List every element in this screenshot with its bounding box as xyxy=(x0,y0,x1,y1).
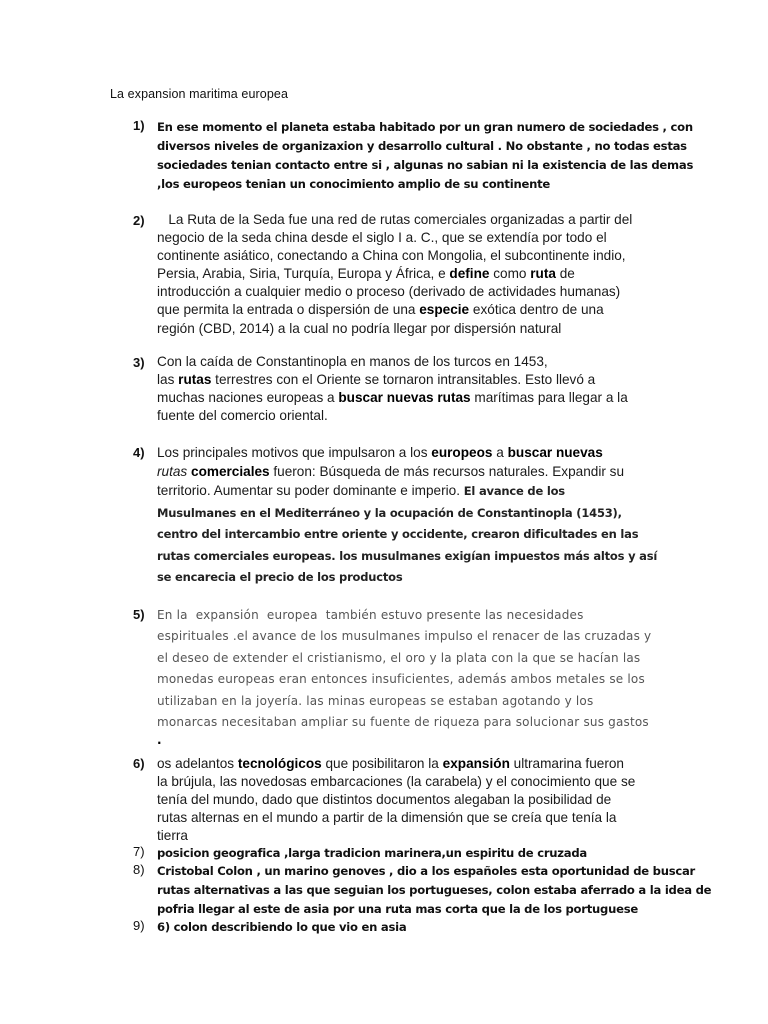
text-line: Cristobal Colon , un marino genoves , dio a los españoles esta oportunidad de buscar xyxy=(157,864,696,878)
text-line: ,los europeos tenian un conocimiento amplio de su continente xyxy=(157,177,550,191)
item-number: 7) xyxy=(133,844,145,859)
document-title: La expansion maritima europea xyxy=(110,87,289,101)
text-line: continente asiático, conectando a China con Mongolia, el subcontinente indio, xyxy=(157,248,626,264)
text-line: . xyxy=(157,733,162,748)
keyword: ruta xyxy=(530,266,556,282)
text-line: el deseo de extender el cristianismo, el oro y la plata con la que se hacían las xyxy=(157,650,641,665)
text-line xyxy=(157,755,667,773)
item-text xyxy=(157,918,667,937)
text-line: rutas alternas en el mundo a partir de la dimensión que se creía que tenía la xyxy=(157,810,617,826)
keyword: tecnológicos xyxy=(237,756,322,771)
text-line: se encarecia el precio de los productos xyxy=(157,570,403,584)
text-line: diversos niveles de organizaxion y desarrollo cultural . No obstante , no todas estas xyxy=(157,139,687,153)
keyword: especie xyxy=(419,302,470,318)
text-segment: a xyxy=(492,445,508,460)
text-line: centro del intercambio entre oriente y occidente, crearon dificultades en las xyxy=(157,527,639,541)
text-segment: marítimas para llegar a la xyxy=(470,390,628,406)
text-line xyxy=(157,481,667,503)
text-segment: las xyxy=(157,372,179,388)
text-line: monedas europeas eran entonces insuficientes, además ambos metales se los xyxy=(157,672,645,687)
item-text xyxy=(157,605,667,747)
item-text xyxy=(157,862,712,919)
text-line xyxy=(157,371,667,389)
keyword: rutas xyxy=(178,372,212,388)
text-line: tierra xyxy=(157,828,188,844)
keyword: comerciales xyxy=(187,463,270,479)
text-line: utilizaban en la joyería. las minas europeas se estaban agotando y los xyxy=(157,693,594,708)
text-line: 6) colon describiendo lo que vio en asia xyxy=(157,920,407,934)
keyword: europeos xyxy=(431,445,493,460)
item-text xyxy=(157,211,667,338)
text-line: En ese momento el planeta estaba habitado por un gran numero de sociedades , con xyxy=(157,120,693,134)
text-line: Musulmanes en el Mediterráneo y la ocupación de Constantinopla (1453), xyxy=(157,505,622,520)
text-segment: territorio. Aumentar su poder dominante e imperio. xyxy=(157,483,464,498)
text-segment: terrestres con el Oriente se tornaron intransitables. Esto llevó a xyxy=(211,372,596,388)
item-number: 2) xyxy=(133,213,145,228)
item-text xyxy=(157,353,667,425)
text-line: región (CBD, 2014) a la cual no podría llegar por dispersión natural xyxy=(157,320,562,336)
text-line: posicion geografica ,larga tradicion marinera,un espiritu de cruzada xyxy=(157,846,587,860)
text-line: tenía del mundo, dado que distintos documentos alegaban la posibilidad de xyxy=(157,792,612,808)
text-segment: Persia, Arabia, Siria, Turquía, Europa y África, e xyxy=(157,266,450,282)
text-line: En la expansión europea también estuvo presente las necesidades xyxy=(157,608,584,622)
text-line: rutas alternativas a las que seguian los portugueses, colon estaba aferrado a la idea de xyxy=(157,883,712,897)
keyword: buscar nuevas rutas xyxy=(338,390,471,406)
italic-segment: rutas xyxy=(157,463,188,479)
text-line: La Ruta de la Seda fue una red de rutas comerciales organizadas a partir del xyxy=(157,212,633,227)
item-text xyxy=(157,444,667,589)
item-number: 5) xyxy=(133,607,145,622)
text-line: fuente del comercio oriental. xyxy=(157,408,328,424)
text-segment: os adelantos xyxy=(157,756,238,771)
text-line xyxy=(157,463,667,482)
text-line: rutas comerciales europeas. los musulmanes exigían impuestos más altos y así xyxy=(157,548,658,563)
item-text xyxy=(157,118,694,194)
text-line: monarcas necesitaban ampliar su fuente de riqueza para solucionar sus gastos xyxy=(157,715,649,730)
item-number: 3) xyxy=(133,355,145,370)
text-segment: que posibilitaron la xyxy=(321,756,443,771)
item-text xyxy=(157,844,667,863)
item-number: 4) xyxy=(133,445,145,460)
bold-segment: El avance de los xyxy=(463,484,565,498)
text-line: espirituales .el avance de los musulmanes impulso el renacer de las cruzadas y xyxy=(157,629,652,644)
item-number: 9) xyxy=(133,918,145,933)
item-number: 8) xyxy=(133,862,145,877)
text-line xyxy=(157,265,667,283)
text-line xyxy=(157,444,667,463)
item-number: 1) xyxy=(133,118,145,133)
item-number: 6) xyxy=(133,756,145,771)
keyword: buscar nuevas xyxy=(507,445,603,460)
text-line: introducción a cualquier medio o proceso (derivado de actividades humanas) xyxy=(157,284,621,300)
text-line: sociedades tenian contacto entre si , algunas no sabian ni la existencia de las demas xyxy=(157,158,694,172)
item-text xyxy=(157,755,667,845)
text-segment: exótica dentro de una xyxy=(469,302,604,318)
text-segment: fueron: Búsqueda de más recursos naturales. Expandir su xyxy=(269,463,625,479)
keyword: define xyxy=(449,266,490,282)
text-segment: ultramarina fueron xyxy=(509,756,624,771)
text-line: la brújula, las novedosas embarcaciones (la carabela) y el conocimiento que se xyxy=(157,774,636,790)
text-line: pofria llegar al este de asia por una ruta mas corta que la de los portuguese xyxy=(157,902,638,916)
text-line xyxy=(157,301,667,319)
keyword: expansión xyxy=(442,756,510,771)
text-segment: que permita la entrada o dispersión de una xyxy=(157,302,420,318)
text-segment: como xyxy=(489,266,531,282)
text-segment: Los principales motivos que impulsaron a los xyxy=(157,445,432,460)
text-line xyxy=(157,389,667,407)
text-segment: de xyxy=(555,266,575,282)
text-line: negocio de la seda china desde el siglo I a. C., que se extendía por todo el xyxy=(157,230,607,246)
text-line: Con la caída de Constantinopla en manos de los turcos en 1453, xyxy=(157,354,548,369)
text-segment: muchas naciones europeas a xyxy=(157,390,339,406)
